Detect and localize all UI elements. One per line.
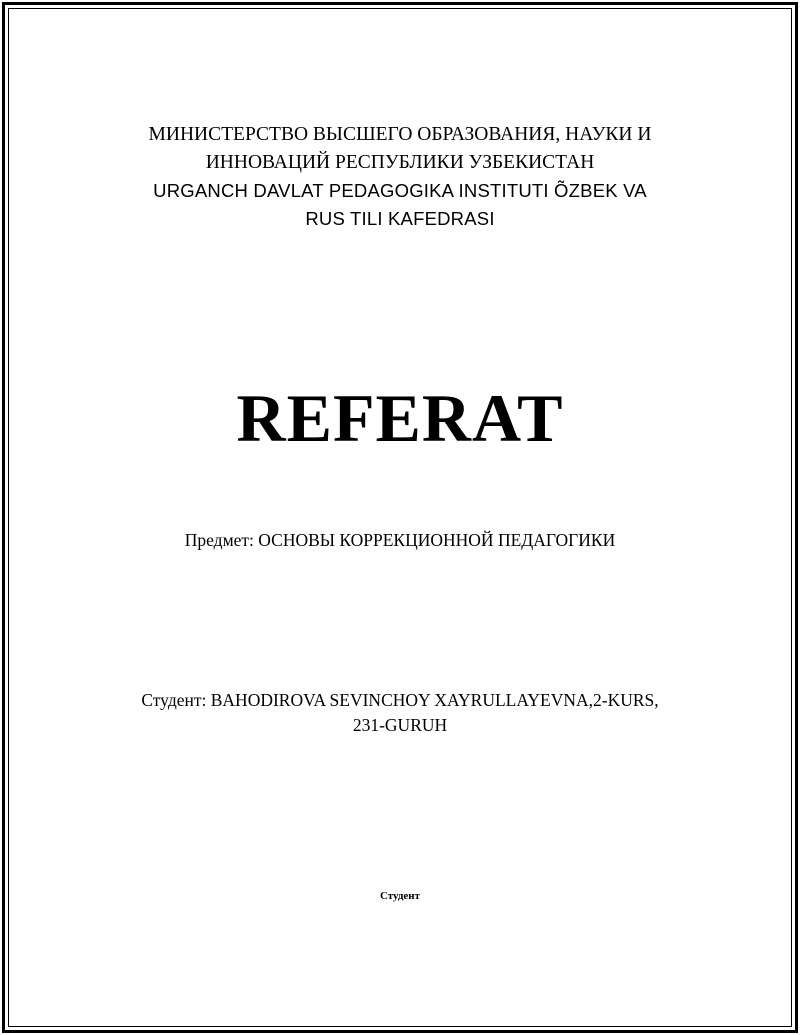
header-line-ministry: МИНИСТЕРСТВО ВЫСШЕГО ОБРАЗОВАНИЯ, НАУКИ И bbox=[148, 124, 652, 145]
document-title: REFERAT bbox=[236, 380, 564, 456]
student-name: BAHODIROVA SEVINCHOY XAYRULLAYEVNA,2-KURS, bbox=[210, 690, 659, 710]
header-line-institute: URGANCH DAVLAT PEDAGOGIKA INSTITUTI ÕZBEK VA bbox=[153, 180, 647, 201]
subject-line bbox=[0, 528, 800, 552]
header-line-republic: ИННОВАЦИЙ РЕСПУБЛИКИ УЗБЕКИСТАН bbox=[205, 152, 595, 173]
subject-label: Предмет: bbox=[184, 530, 254, 550]
student-info bbox=[0, 688, 800, 738]
footer-student-label: Студент bbox=[379, 890, 421, 902]
header-line-department: RUS TILI KAFEDRASI bbox=[305, 208, 495, 229]
subject-value: ОСНОВЫ КОРРЕКЦИОННОЙ ПЕДАГОГИКИ bbox=[258, 530, 616, 550]
institution-header bbox=[0, 121, 800, 233]
student-group: 231-GURUH bbox=[352, 715, 448, 735]
student-label: Студент: bbox=[141, 690, 207, 710]
